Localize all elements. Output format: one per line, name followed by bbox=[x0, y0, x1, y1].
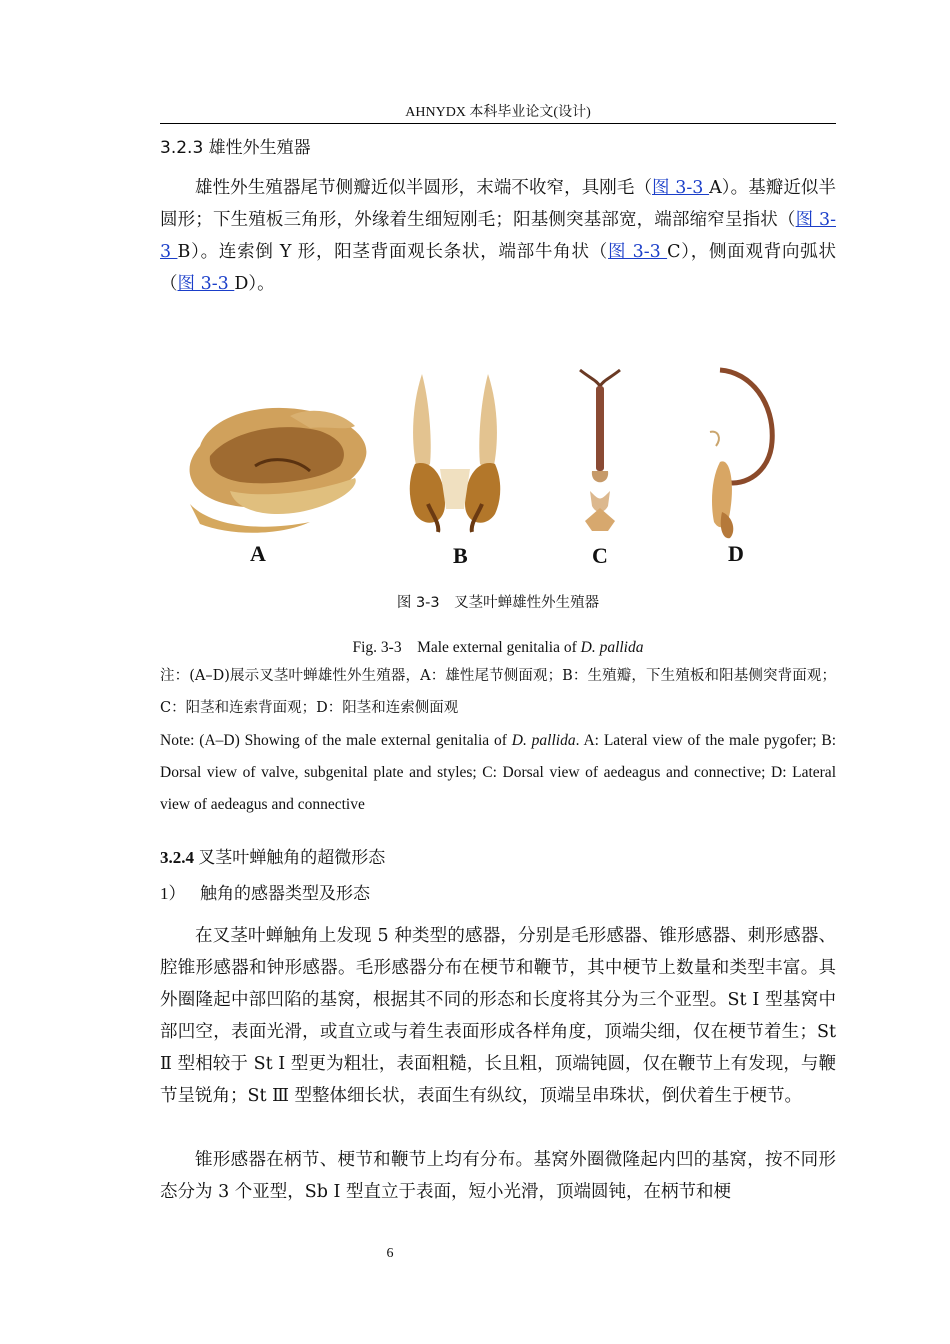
panel-label-b: B bbox=[453, 543, 468, 568]
panel-c-image bbox=[560, 356, 640, 551]
para-text: 雄性外生殖器尾节侧瓣近似半圆形，末端不收窄，具刚毛（ bbox=[195, 178, 653, 198]
section-3-2-4-paragraph-2 bbox=[160, 1144, 836, 1208]
panel-b-image bbox=[400, 364, 510, 544]
section-3-2-4-paragraph-1 bbox=[160, 920, 836, 1112]
caption-en-prefix: Fig. 3-3 Male external genitalia of bbox=[352, 639, 581, 656]
note-en-prefix: Note: (A–D) Showing of the male external genitalia of bbox=[160, 732, 512, 749]
heading-number: 3.2.4 bbox=[160, 848, 199, 867]
panel-label-a: A bbox=[250, 541, 266, 566]
figure-note-en bbox=[160, 725, 836, 821]
caption-en-species: D. pallida bbox=[580, 639, 644, 656]
figure-link-d[interactable]: 图 3-3 bbox=[177, 274, 235, 294]
panel-label-d: D bbox=[728, 541, 744, 566]
page-number: 6 bbox=[386, 1246, 394, 1261]
figure-link-b[interactable]: 图 3-3 bbox=[160, 210, 836, 262]
running-header: AHNYDX 本科毕业论文(设计) bbox=[405, 105, 591, 120]
figure-caption-zh: 图 3-3 叉茎叶蝉雄性外生殖器 bbox=[396, 595, 600, 611]
panel-label-c: C bbox=[592, 543, 608, 568]
paragraph-text: 锥形感器在柄节、梗节和鞭节上均有分布。基窝外圈微隆起内凹的基窝，按不同形态分为 3 个亚型，Sb Ⅰ 型直立于表面，短小光滑，顶端圆钝，在柄节和梗 bbox=[160, 1150, 836, 1202]
paragraph-text: 在叉茎叶蝉触角上发现 5 种类型的感器，分别是毛形感器、锥形感器、刺形感器、腔锥形感器和钟形感器。毛形感器分布在梗节和鞭节，其中梗节上数量和类型丰富。具外圈隆起中部凹陷的基窝，根据其不同的形态和长度将其分为三个亚型。St Ⅰ 型基窝中部凹空，表面光滑，或直立或与着生表面形成各样角度，顶端尖细，仅在梗节着生；St Ⅱ 型相较于 St Ⅰ 型更为粗壮，表面粗糙，长且粗，顶端钝圆，仅在鞭节上有发现，与鞭节呈锐角；St Ⅲ 型整体细长状，表面生有纵纹，顶端呈串珠状，倒伏着生于梗节。 bbox=[160, 926, 836, 1106]
panel-d-image bbox=[700, 362, 790, 547]
section-3-2-3-paragraph bbox=[160, 172, 836, 300]
note-en-species: D. pallida bbox=[511, 732, 576, 749]
section-heading-3-2-3: 3.2.3 雄性外生殖器 bbox=[160, 138, 311, 158]
para-text: A）。基瓣近似半圆形；下生殖板三角形，外缘着生细短刚毛；阳基侧突基部宽，端部缩窄呈指状（ bbox=[160, 178, 837, 230]
subheading-number: 1） bbox=[160, 884, 186, 903]
figure-3-3 bbox=[160, 356, 780, 576]
para-text: C），侧面观背向弧状（ bbox=[160, 242, 836, 294]
subheading-text: 触角的感器类型及形态 bbox=[200, 884, 370, 904]
panel-a-image bbox=[170, 386, 380, 546]
para-text: B）。连索倒 Y 形，阳茎背面观长条状，端部牛角状（ bbox=[177, 242, 609, 262]
heading-text: 叉茎叶蝉触角的超微形态 bbox=[198, 848, 386, 868]
section-heading-3-2-4 bbox=[160, 846, 385, 870]
figure-caption-en bbox=[160, 635, 836, 657]
figure-note-zh: 注：(A–D)展示叉茎叶蝉雄性外生殖器，A：雄性尾节侧面观；B：生殖瓣，下生殖板和阳基侧突背面观；C：阳茎和连索背面观；D：阳茎和连索侧面观 bbox=[160, 668, 836, 716]
header-rule bbox=[160, 123, 836, 124]
subheading-sensilla-types bbox=[160, 882, 370, 906]
figure-link-a[interactable]: 图 3-3 bbox=[652, 178, 710, 198]
figure-link-c[interactable]: 图 3-3 bbox=[608, 242, 668, 262]
note-en-suffix: . A: Lateral view of the male pygofer; B: Dorsal view of valve, subgenital plate and styles; C: Dorsal view of aedeagus and connective; D: Lateral view of aedeagus and connective bbox=[160, 732, 837, 813]
para-text: D）。 bbox=[234, 274, 275, 294]
